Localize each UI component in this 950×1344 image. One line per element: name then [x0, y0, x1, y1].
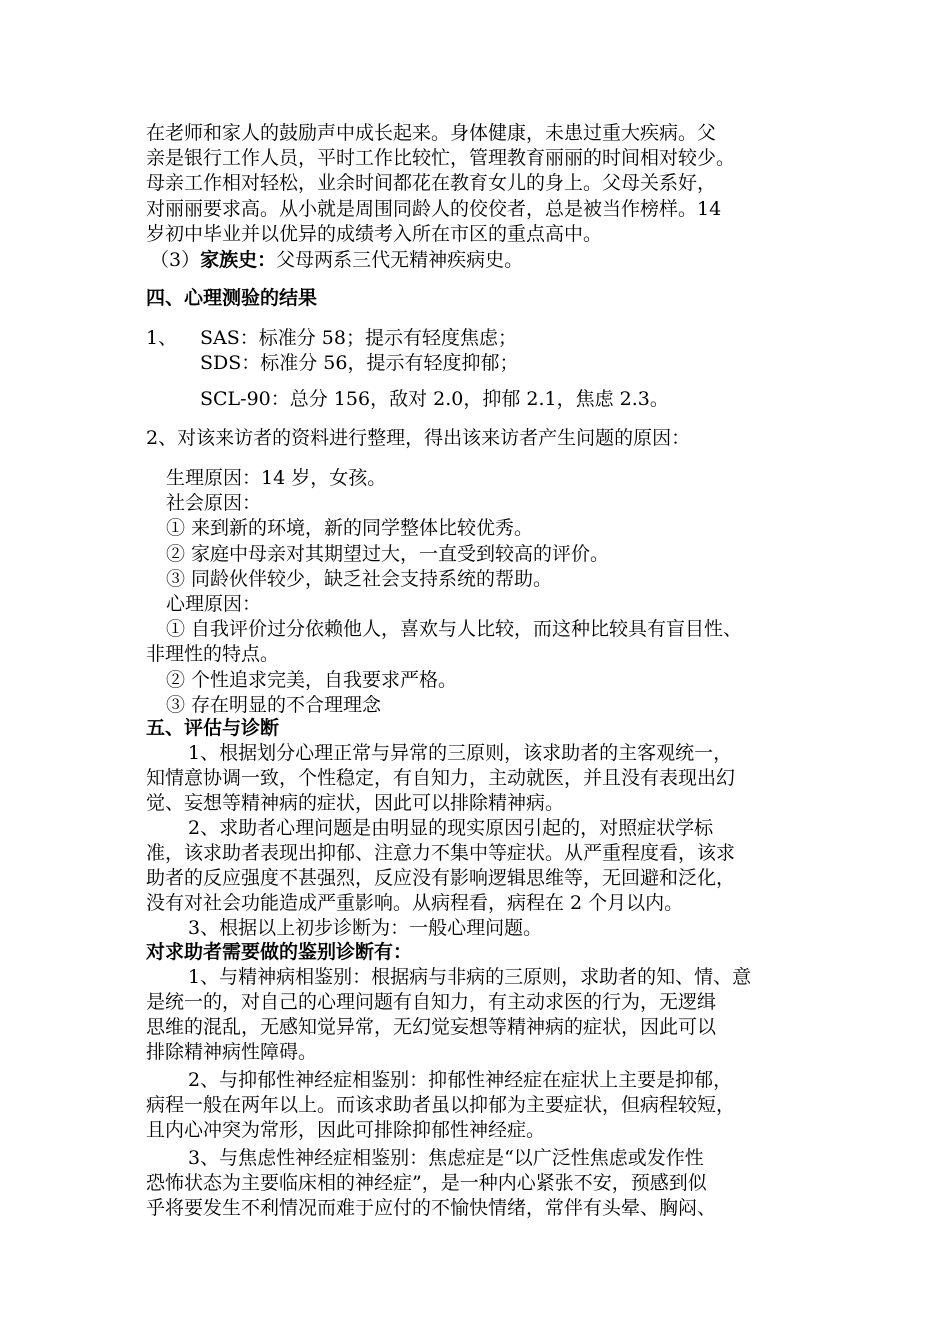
psych-cause-1b: 非理性的特点。 — [146, 643, 280, 665]
intro-line-3: 母亲工作相对轻松，业余时间都花在教育女儿的身上。父母关系好， — [146, 172, 717, 194]
differential-line-6: 病程一般在两年以上。而该求助者虽以抑郁为主要症状，但病程较短， — [146, 1094, 736, 1116]
differential-line-4: 排除精神病性障碍。 — [146, 1041, 318, 1063]
sds-result: SDS：标准分 56，提示有轻度抑郁； — [200, 352, 519, 374]
section-5-heading: 五、评估与诊断 — [146, 717, 280, 739]
psych-cause-3: ③ 存在明显的不合理理念 — [166, 694, 382, 716]
item-2-text: 2、对该来访者的资料进行整理，得出该来访者产生问题的原因： — [146, 427, 691, 449]
differential-line-7: 且内心冲突为常形，因此可排除抑郁性神经症。 — [146, 1119, 546, 1141]
family-history-label: 家族史： — [200, 249, 277, 271]
intro-line-1: 在老师和家人的鼓励声中成长起来。身体健康，未患过重大疾病。父 — [146, 122, 717, 144]
differential-line-5: 2、与抑郁性神经症相鉴别：抑郁性神经症在症状上主要是抑郁， — [188, 1069, 733, 1091]
psych-cause-2: ② 个性追求完美，自我要求严格。 — [166, 669, 458, 691]
differential-line-3: 思维的混乱，无感知觉异常，无幻觉妄想等精神病的症状，因此可以 — [146, 1016, 717, 1038]
family-history-prefix: （3） — [150, 249, 201, 271]
assessment-line-6: 助者的反应强度不甚强烈，反应没有影响逻辑思维等，无回避和泛化， — [146, 867, 736, 889]
psych-cause-label: 心理原因： — [166, 593, 262, 615]
social-cause-label: 社会原因： — [166, 492, 262, 514]
psych-cause-1a: ① 自我评价过分依赖他人，喜欢与人比较，而这种比较具有盲目性、 — [166, 618, 743, 640]
section-4-heading: 四、心理测验的结果 — [146, 287, 318, 309]
sas-result: SAS：标准分 58；提示有轻度焦虑； — [200, 327, 517, 349]
assessment-line-5: 准，该求助者表现出抑郁、注意力不集中等症状。从严重程度看，该求 — [146, 842, 736, 864]
physio-cause: 生理原因：14 岁，女孩。 — [166, 467, 387, 489]
family-history-text: 父母两系三代无精神疾病史。 — [276, 249, 524, 271]
differential-line-9: 恐怖状态为主要临床相的神经症”，是一种内心紧张不安，预感到似 — [146, 1172, 707, 1194]
family-history-line — [150, 248, 523, 272]
intro-line-5: 岁初中毕业并以优异的成绩考入所在市区的重点高中。 — [146, 223, 603, 245]
differential-line-1: 1、与精神病相鉴别：根据病与非病的三原则，求助者的知、情、意 — [188, 966, 752, 988]
item-1-number: 1、 — [146, 327, 178, 349]
assessment-line-7: 没有对社会功能造成严重影响。从病程看，病程在 2 个月以内。 — [146, 892, 684, 914]
assessment-line-4: 2、求助者心理问题是由明显的现实原因引起的，对照症状学标 — [188, 817, 714, 839]
social-cause-2: ② 家庭中母亲对其期望过大，一直受到较高的评价。 — [166, 543, 610, 565]
social-cause-1: ① 来到新的环境，新的同学整体比较优秀。 — [166, 517, 534, 539]
assessment-line-8: 3、根据以上初步诊断为：一般心理问题。 — [188, 917, 543, 939]
intro-line-4: 对丽丽要求高。从小就是周围同龄人的佼佼者，总是被当作榜样。14 — [146, 198, 722, 220]
differential-heading: 对求助者需要做的鉴别诊断有： — [146, 941, 413, 963]
social-cause-3: ③ 同龄伙伴较少，缺乏社会支持系统的帮助。 — [166, 568, 553, 590]
differential-line-8: 3、与焦虑性神经症相鉴别：焦虑症是“以广泛性焦虑或发作性 — [188, 1147, 704, 1169]
scl90-result: SCL-90：总分 156，敌对 2.0，抑郁 2.1，焦虑 2.3。 — [200, 388, 669, 410]
intro-line-2: 亲是银行工作人员，平时工作比较忙，管理教育丽丽的时间相对较少。 — [146, 147, 736, 169]
assessment-line-3: 觉、妄想等精神病的症状，因此可以排除精神病。 — [146, 792, 565, 814]
assessment-line-1: 1、根据划分心理正常与异常的三原则，该求助者的主客观统一， — [188, 742, 733, 764]
assessment-line-2: 知情意协调一致，个性稳定，有自知力，主动就医，并且没有表现出幻 — [146, 767, 736, 789]
differential-line-10: 乎将要发生不利情况而难于应付的不愉快情绪，常伴有头晕、胸闷、 — [146, 1197, 717, 1219]
differential-line-2: 是统一的，对自己的心理问题有自知力，有主动求医的行为，无逻缉 — [146, 991, 717, 1013]
